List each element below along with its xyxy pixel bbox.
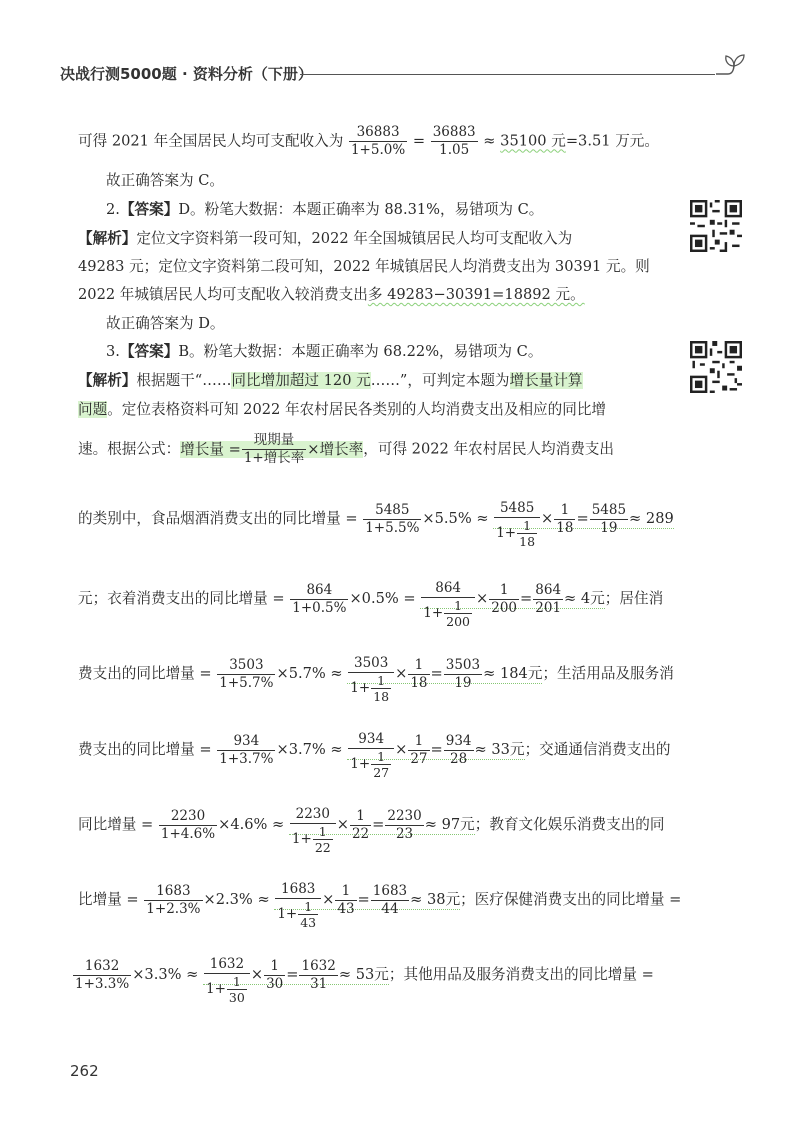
fraction: [290, 582, 348, 617]
highlighted-phrase: 问题: [78, 401, 108, 418]
denominator: [275, 899, 321, 930]
numerator: 2230: [387, 807, 422, 824]
text: ；其他用品及服务消费支出的同比增量 =: [388, 966, 654, 983]
text: B。粉笔大数据：本题正确率为 68.22%，易错项为 C。: [178, 343, 543, 360]
numerator: 5485: [591, 501, 627, 518]
analysis-tag: 【解析】: [78, 230, 137, 247]
text: 1+: [277, 906, 298, 922]
text: ；医疗保健消费支出的同比增量 =: [460, 891, 682, 908]
fraction: [533, 582, 563, 617]
numerator: 1: [371, 749, 391, 765]
numerator: 2230: [290, 806, 336, 824]
fraction: [217, 733, 275, 768]
fraction: [227, 974, 247, 1005]
numerator: 1: [298, 899, 318, 915]
text: =: [412, 132, 426, 150]
text: 1+: [423, 605, 444, 621]
fraction: [204, 956, 250, 1005]
growth-formula: [180, 432, 364, 466]
text: 费支出的同比增量 =: [78, 741, 212, 758]
numerator: 1: [313, 824, 333, 840]
numerator: 1683: [372, 882, 408, 899]
denominator: 18: [373, 689, 390, 704]
answer-line-2: 故正确答案为 D。: [106, 315, 225, 332]
text: =3.51 万元。: [565, 132, 659, 150]
denominator: 43: [300, 915, 317, 930]
fraction: [408, 733, 429, 768]
header-rule: [300, 74, 715, 75]
result: ≈ 289: [629, 510, 674, 527]
denominator: 1.05: [439, 142, 470, 158]
denominator: 31: [310, 975, 328, 992]
book-title: 决战行测5000题 · 资料分析（下册）: [60, 65, 313, 83]
fraction: [421, 580, 475, 629]
numerator: 36883: [349, 124, 407, 142]
approx-chain: 1632 1+ $\frac{1}{30}$ × $\frac{1}{30}$ = $\frac{1632}{31}$ ≈ 53元: [203, 966, 389, 985]
answer-tag: 【答案】: [119, 343, 179, 360]
numerator: 1683: [275, 881, 321, 899]
denominator: 1+5.0%: [350, 142, 406, 158]
text: ；交通通信消费支出的: [524, 741, 671, 758]
q2-answer-line: [106, 199, 543, 221]
fraction: [494, 500, 540, 549]
qr-code-icon: [690, 341, 742, 393]
text: 1+: [206, 981, 226, 997]
fraction: [363, 502, 421, 537]
fraction: [350, 808, 371, 843]
numerator: 1632: [73, 958, 131, 976]
calc-food: [78, 500, 674, 549]
highlighted-result: 多 49283−30391=18892 元。: [367, 286, 585, 303]
calc-medical: [72, 956, 654, 1005]
numerator: 1683: [144, 883, 202, 901]
numerator: 934: [217, 733, 275, 751]
numerator: 3503: [217, 657, 275, 675]
numerator: 1: [371, 673, 391, 689]
denominator: 1+增长率: [243, 450, 305, 466]
approx-chain: 3503 1+ $\frac{1}{18}$ × $\frac{1}{18}$ = $\frac{3503}{19}$ ≈ 184元: [347, 665, 542, 684]
fraction: [275, 881, 321, 930]
numerator: 1: [408, 657, 429, 675]
fraction: [385, 808, 423, 843]
text: =: [430, 741, 443, 758]
q2-analysis-line-1: [78, 228, 572, 250]
fraction: [348, 731, 394, 780]
text: ×3.3% ≈: [132, 966, 199, 983]
numerator: 1: [517, 518, 537, 534]
numerator: 2230: [159, 808, 217, 826]
numerator: 1: [444, 598, 472, 614]
text: ×0.5% =: [349, 590, 416, 607]
denominator: 19: [600, 519, 618, 536]
text: 同比增量 =: [78, 816, 154, 833]
result: ≈ 184元: [483, 665, 543, 682]
qr-code-q2[interactable]: [690, 200, 742, 252]
fraction: [371, 749, 391, 780]
numerator: 864: [535, 581, 562, 598]
text: ×5.5% ≈: [422, 510, 489, 527]
qr-code-icon: [690, 200, 742, 252]
result: ≈ 53元: [338, 966, 389, 983]
numerator: 1: [489, 582, 519, 600]
denominator: 1+5.5%: [365, 519, 420, 536]
text: 定位文字资料第一段可知，2022 年全国城镇居民人均可支配收入为: [136, 230, 573, 247]
text: 增长量 =: [180, 440, 241, 458]
denominator: 30: [266, 975, 284, 992]
text: 根据题干“……: [136, 372, 232, 389]
text: 比增量 =: [78, 891, 139, 908]
numerator: 1: [408, 733, 429, 751]
denominator: 30: [228, 990, 245, 1005]
text: ……”，可判定本题为: [370, 372, 510, 389]
numerator: 5485: [363, 502, 421, 520]
fraction: [554, 502, 575, 537]
fraction: [313, 824, 333, 855]
qr-code-q3[interactable]: [690, 341, 742, 393]
numerator: 1632: [301, 957, 336, 974]
fraction: [144, 883, 202, 918]
numerator: 5485: [494, 500, 540, 518]
fraction: [590, 502, 628, 537]
text: 1+: [291, 831, 312, 847]
denominator: 18: [519, 534, 536, 549]
calc-education: [78, 881, 681, 930]
text: ≈: [483, 132, 496, 150]
fraction: [264, 958, 285, 993]
numerator: 1: [350, 808, 371, 826]
text: 2022 年城镇居民人均可支配收入较消费支出: [78, 286, 368, 303]
calc-transport: [78, 806, 665, 855]
sprout-icon: [714, 50, 750, 80]
answer-tag: 【答案】: [119, 201, 179, 218]
denominator: 18: [556, 519, 574, 536]
answer-line-1: 故正确答案为 C。: [106, 172, 224, 189]
numerator: 3503: [445, 656, 481, 673]
highlighted-phrase: 增长量计算: [509, 372, 583, 389]
text: ；教育文化娱乐消费支出的同: [474, 816, 665, 833]
denominator: 1+3.3%: [75, 975, 130, 992]
numerator: 1: [335, 883, 356, 901]
text: ×增长率: [307, 440, 364, 458]
denominator: 200: [446, 614, 471, 629]
fraction: [298, 899, 318, 930]
text: =: [286, 966, 299, 983]
text: 1+: [350, 756, 371, 772]
text: ×5.7% ≈: [276, 665, 343, 682]
denominator: 22: [314, 840, 331, 855]
q3-analysis-line-1: [78, 370, 583, 392]
approx-chain: 5485 1+ $\frac{1}{18}$ × $\frac{1}{18}$ = $\frac{5485}{19}$ ≈ 289: [493, 510, 674, 529]
denominator: 1+4.6%: [160, 825, 216, 842]
q2-analysis-line-3: [78, 284, 585, 306]
text: 费支出的同比增量 =: [78, 665, 212, 682]
fraction: [517, 518, 537, 549]
fraction: [444, 733, 474, 768]
text: ；居住消: [604, 590, 664, 607]
numerator: 1: [227, 974, 247, 990]
numerator: 1632: [204, 956, 250, 974]
result: ≈ 4元: [564, 590, 605, 607]
text: ×4.6% ≈: [218, 816, 285, 833]
fraction: [299, 958, 337, 993]
fraction: [349, 124, 407, 159]
text: 的类别中，食品烟酒消费支出的同比增量 =: [78, 510, 358, 527]
fraction: [371, 673, 391, 704]
numerator: 现期量: [242, 432, 306, 450]
fraction: [73, 958, 131, 993]
numerator: 1: [554, 502, 575, 520]
text: 可得 2021 年全国居民人均可支配收入为: [78, 132, 344, 150]
fraction: [408, 657, 429, 692]
text: 速。根据公式：: [78, 440, 181, 458]
denominator: 200: [491, 599, 518, 616]
highlighted-phrase: 同比增加超过 120 元: [231, 372, 371, 389]
denominator: 27: [410, 750, 428, 767]
approx-chain: 2230 1+ $\frac{1}{22}$ × $\frac{1}{22}$ = $\frac{2230}{23}$ ≈ 97元: [289, 816, 475, 835]
denominator: [204, 974, 250, 1005]
fraction: [217, 657, 275, 692]
denominator: [290, 824, 336, 855]
denominator: 44: [381, 900, 399, 917]
question-number: 2.: [106, 201, 120, 218]
denominator: 1+0.5%: [292, 599, 347, 616]
q3-analysis-line-2: [78, 399, 606, 421]
text: 元；衣着消费支出的同比增量 =: [78, 590, 285, 607]
denominator: [494, 518, 540, 549]
text: D。粉笔大数据：本题正确率为 88.31%，易错项为 C。: [178, 201, 544, 218]
analysis-tag: 【解析】: [78, 372, 137, 389]
fraction: [431, 124, 478, 159]
text: =: [430, 665, 443, 682]
text: ×3.7% ≈: [276, 741, 343, 758]
fraction: [489, 582, 519, 617]
text: ×2.3% ≈: [203, 891, 270, 908]
denominator: 1+2.3%: [146, 900, 201, 917]
result: ≈ 38元: [410, 891, 461, 908]
calc-daily-goods: [78, 731, 671, 780]
approx-chain: 934 1+ $\frac{1}{27}$ × $\frac{1}{27}$ = $\frac{934}{28}$ ≈ 33元: [347, 741, 524, 760]
denominator: 1+3.7%: [219, 750, 274, 767]
denominator: [348, 673, 394, 704]
page-number: 262: [70, 1062, 99, 1080]
q2-analysis-line-2: 49283 元；定位文字资料第二段可知，2022 年城镇居民人均消费支出为 30391 元。则: [78, 258, 650, 275]
approx-chain: 1683 1+ $\frac{1}{43}$ × $\frac{1}{43}$ = $\frac{1683}{44}$ ≈ 38元: [274, 891, 460, 910]
text: =: [520, 590, 533, 607]
fraction: [335, 883, 356, 918]
denominator: 18: [410, 674, 428, 691]
denominator: [348, 749, 394, 780]
text: =: [357, 891, 370, 908]
fraction: [444, 657, 482, 692]
result: ≈ 97元: [424, 816, 475, 833]
text: 。定位表格资料可知 2022 年农村居民各类别的人均消费支出及相应的同比增: [107, 401, 607, 418]
denominator: [421, 598, 475, 629]
q3-answer-line: [106, 341, 542, 363]
numerator: 934: [445, 732, 472, 749]
fraction: [348, 655, 394, 704]
numerator: 934: [348, 731, 394, 749]
denominator: 28: [450, 750, 468, 767]
denominator: 22: [351, 825, 370, 842]
denominator: 1+5.7%: [219, 674, 274, 691]
fraction: [444, 598, 472, 629]
approx-chain: 864 1+ $\frac{1}{200}$ × $\frac{1}{200}$ = $\frac{864}{201}$ ≈ 4元: [420, 590, 605, 609]
denominator: 19: [454, 674, 472, 691]
numerator: 3503: [348, 655, 394, 673]
q3-formula-line: [78, 432, 614, 467]
text: 1+: [350, 680, 371, 696]
result: ≈ 33元: [474, 741, 525, 758]
numerator: 864: [421, 580, 475, 598]
fraction: [242, 432, 306, 467]
denominator: 43: [337, 900, 355, 917]
highlighted-result: 35100 元: [500, 132, 566, 150]
text: =: [372, 816, 385, 833]
denominator: 27: [373, 765, 390, 780]
calc-housing: [78, 655, 674, 704]
denominator: 201: [535, 599, 562, 616]
denominator: 23: [395, 825, 414, 842]
fraction: [159, 808, 217, 843]
text: =: [576, 510, 589, 527]
numerator: 36883: [432, 124, 476, 140]
text: ；生活用品及服务消: [542, 665, 674, 682]
question-number: 3.: [106, 343, 120, 360]
numerator: 1: [264, 958, 285, 976]
income-calc-line: [78, 124, 659, 159]
fraction: [290, 806, 336, 855]
numerator: 864: [290, 582, 348, 600]
text: ，可得 2022 年农村居民人均消费支出: [363, 440, 614, 458]
text: 1+: [496, 525, 517, 541]
fraction: [371, 883, 409, 918]
calc-clothing: [78, 580, 663, 629]
